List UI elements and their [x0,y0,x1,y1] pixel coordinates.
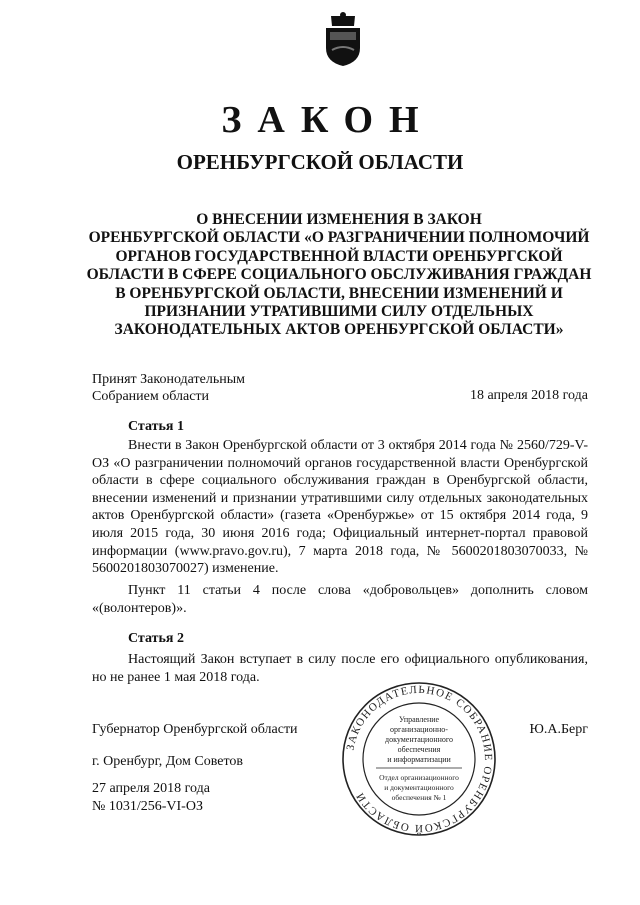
law-subject-line: В ОРЕНБУРГСКОЙ ОБЛАСТИ, ВНЕСЕНИИ ИЗМЕНЕНИЙ И [115,284,563,302]
stamp-center-line: документационного [385,735,453,744]
law-subject-line: ОБЛАСТИ В СФЕРЕ СОЦИАЛЬНОГО ОБСЛУЖИВАНИЯ ГРАЖДАН [86,266,592,284]
law-subject-line: ОРЕНБУРГСКОЙ ОБЛАСТИ «О РАЗГРАНИЧЕНИИ ПОЛНОМОЧИЙ [88,229,590,247]
stamp-center-line: и информатизации [387,755,451,764]
governor-title: Губернатор Оренбургской области [92,722,298,737]
stamp-center-line: и документационного [384,783,454,792]
law-title: ЗАКОН [221,99,435,141]
article-1-paragraph-2: Пункт 11 статьи 4 после слова «добровольцев» дополнить словом «(волонтеров)». [92,583,588,616]
stamp-center-line: обеспечения [397,745,441,754]
article-2-paragraph-1: Настоящий Закон вступает в силу после его официального опубликования, но не ранее 1 мая 2018 года. [92,652,588,685]
coat-of-arms-icon [318,10,368,68]
signing-place: г. Оренбург, Дом Советов [92,754,243,769]
law-subject-line: ПРИЗНАНИИ УТРАТИВШИМИ СИЛУ ОТДЕЛЬНЫХ [144,303,534,321]
adoption-line: Собранием области [92,389,210,404]
article-1-paragraph-1: Внести в Закон Оренбургской области от 3 октября 2014 года № 2560/729-V-ОЗ «О разграничении полномочий органов государственной власти Оренбургской области в сфере социального обслуживания граждан в Оренбургской области, внесении изменений и признании утратившими силу отдельных законодательных актов Оренбургской области» (газета «Оренбуржье» от 15 октября 2014 года, 9 июля 2015 года, 30 июня 2016 года; Официальный интернет-портал правовой информации (www.pravo.gov.ru), 7 марта 2018 года, № 5600201803070033, № 5600201803070027) изменение. [92,438,588,577]
article-1-heading: Статья 1 [128,419,184,434]
stamp-center-line: Управление [398,715,440,724]
article-2-heading: Статья 2 [128,631,184,646]
stamp-center-line: обеспечения № 1 [391,793,447,802]
stamp-center-line: организационно- [390,725,448,734]
adoption-note [92,371,245,405]
signing-date: 27 апреля 2018 года [92,781,210,796]
law-subject-line: ЗАКОНОДАТЕЛЬНЫХ АКТОВ ОРЕНБУРГСКОЙ ОБЛАСТИ» [114,321,564,339]
stamp-ring-text: ЗАКОНОДАТЕЛЬНОЕ СОБРАНИЕ ОРЕНБУРГСКОЙ ОБЛАСТИ [344,683,495,835]
law-subject-line: ОРГАНОВ ГОСУДАРСТВЕННОЙ ВЛАСТИ ОРЕНБУРГСКОЙ [115,247,563,265]
adoption-line: Принят Законодательным [92,372,245,387]
law-region: ОРЕНБУРГСКОЙ ОБЛАСТИ [176,150,464,174]
law-subject-line: О ВНЕСЕНИИ ИЗМЕНЕНИЯ В ЗАКОН [196,211,482,228]
signer-name: Ю.А.Берг [529,722,588,737]
law-subject [84,211,594,340]
law-number: № 1031/256-VI-ОЗ [92,799,203,814]
official-stamp [340,680,498,838]
stamp-center-line: Отдел организационного [379,773,459,782]
adoption-date: 18 апреля 2018 года [470,388,588,403]
